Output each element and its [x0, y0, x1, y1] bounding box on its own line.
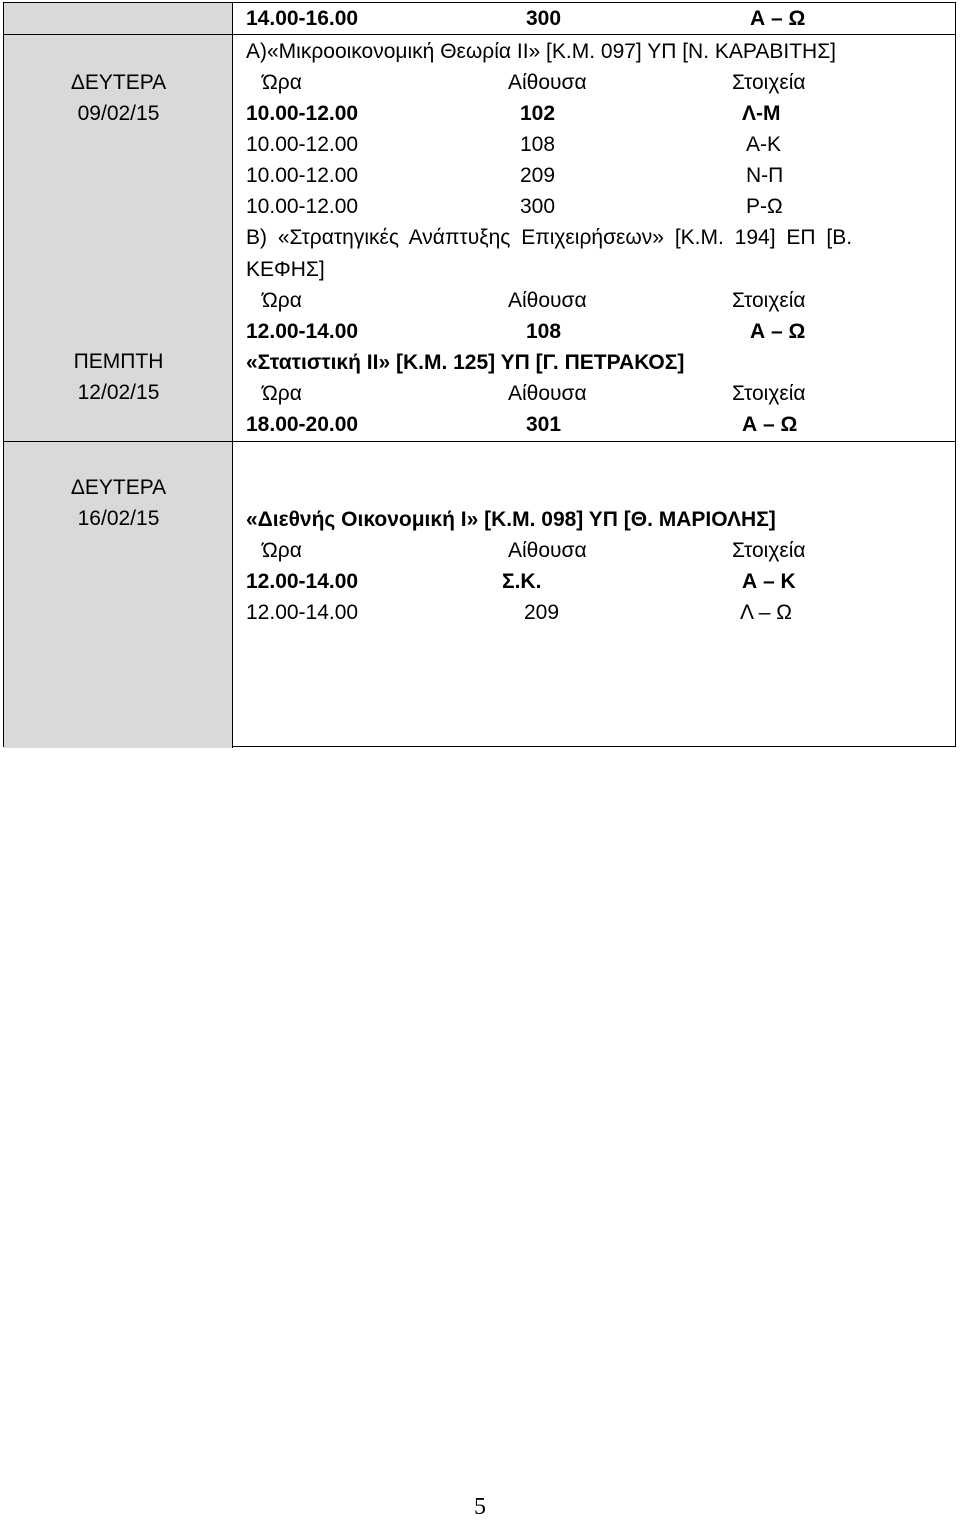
header-room: Αίθουσα	[508, 539, 587, 562]
course-title: «Διεθνής Οικονομική Ι» [Κ.Μ. 098] ΥΠ [Θ. ΜΑΡΙΟΛΗΣ]	[246, 508, 776, 531]
slot-room: 108	[526, 320, 562, 343]
course-title: Β) «Στρατηγικές Ανάπτυξης Επιχειρήσεων» [Κ.Μ. 194] ΕΠ [Β.	[246, 226, 853, 249]
column-header-line	[246, 67, 947, 98]
schedule-row-monday-0902	[4, 35, 955, 442]
slot-time: 12.00-14.00	[246, 570, 359, 593]
course-title-continued: ΚΕΦΗΣ]	[246, 258, 325, 281]
slot-letters: Ρ-Ω	[746, 195, 783, 218]
slot-room: 300	[526, 7, 562, 30]
exam-slot-line	[246, 98, 947, 129]
page-number: 5	[474, 1494, 486, 1520]
column-header-line	[246, 378, 947, 409]
exam-slot-line	[246, 566, 947, 597]
schedule-row-continuation	[4, 3, 955, 35]
exam-slot-line	[246, 160, 947, 191]
exam-slot-line	[246, 409, 947, 440]
header-time: Ώρα	[262, 382, 302, 405]
slot-letters: Α-Κ	[746, 133, 782, 156]
slot-room: 108	[520, 133, 556, 156]
day-date: 09/02/15	[77, 102, 160, 125]
slot-time: 18.00-20.00	[246, 413, 359, 436]
header-room: Αίθουσα	[508, 71, 587, 94]
slot-room: 300	[520, 195, 556, 218]
exam-slot-line	[246, 3, 947, 34]
slot-room: 209	[524, 601, 560, 624]
column-header-line	[246, 285, 947, 316]
exam-slot-line	[246, 316, 947, 347]
exam-slot-line	[246, 597, 947, 628]
slot-room: 102	[520, 102, 556, 125]
header-letters: Στοιχεία	[732, 539, 806, 562]
exam-slot-line	[246, 191, 947, 222]
slot-letters: Λ-Μ	[742, 102, 781, 125]
slot-letters: Ν-Π	[746, 164, 784, 187]
header-letters: Στοιχεία	[732, 382, 806, 405]
exam-schedule-table	[3, 2, 956, 747]
day-name: ΔΕΥΤΕΡΑ	[70, 476, 167, 499]
day-cell	[4, 35, 233, 441]
slot-time: 10.00-12.00	[246, 195, 359, 218]
slot-letters: Α – Κ	[742, 570, 796, 593]
header-letters: Στοιχεία	[732, 71, 806, 94]
course-title: «Στατιστική ΙΙ» [Κ.Μ. 125] ΥΠ [Γ. ΠΕΤΡΑΚΟΣ]	[246, 351, 685, 374]
day-name: ΔΕΥΤΕΡΑ	[70, 71, 167, 94]
schedule-row-monday-1602	[4, 442, 955, 748]
day-cell	[4, 3, 233, 34]
slot-letters: Α – Ω	[750, 320, 806, 343]
course-title: Α)«Μικροοικονομική Θεωρία ΙΙ» [Κ.Μ. 097] ΥΠ [Ν. ΚΑΡΑΒΙΤΗΣ]	[246, 40, 837, 63]
slot-time: 10.00-12.00	[246, 102, 359, 125]
slot-letters: Λ – Ω	[740, 601, 792, 624]
day-cell	[4, 442, 233, 748]
day-name: ΠΕΜΠΤΗ	[73, 350, 164, 373]
slot-room: 301	[526, 413, 562, 436]
slot-time: 12.00-14.00	[246, 320, 359, 343]
slot-letters: Α – Ω	[742, 413, 798, 436]
header-room: Αίθουσα	[508, 289, 587, 312]
slot-time: 10.00-12.00	[246, 133, 359, 156]
slot-time: 10.00-12.00	[246, 164, 359, 187]
header-letters: Στοιχεία	[732, 289, 806, 312]
slot-time: 14.00-16.00	[246, 7, 359, 30]
exam-slot-line	[246, 129, 947, 160]
day-date: 12/02/15	[77, 381, 160, 404]
column-header-line	[246, 535, 947, 566]
slot-room: 209	[520, 164, 556, 187]
day-date: 16/02/15	[77, 507, 160, 530]
header-time: Ώρα	[262, 289, 302, 312]
slot-letters: Α – Ω	[750, 7, 806, 30]
slot-time: 12.00-14.00	[246, 601, 359, 624]
header-time: Ώρα	[262, 71, 302, 94]
header-time: Ώρα	[262, 539, 302, 562]
slot-room: Σ.Κ.	[502, 570, 542, 593]
header-room: Αίθουσα	[508, 382, 587, 405]
